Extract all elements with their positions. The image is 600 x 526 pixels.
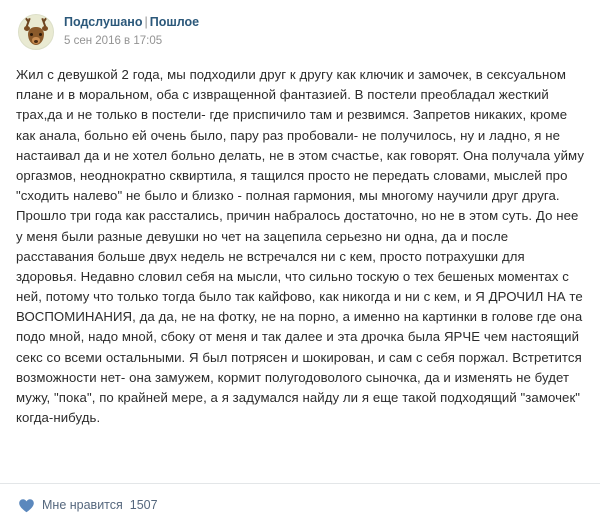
- post-body: [16, 65, 584, 428]
- post-header: [16, 14, 584, 50]
- avatar[interactable]: [18, 14, 54, 50]
- like-count: 1507: [129, 498, 158, 512]
- nose-icon: [34, 40, 38, 43]
- post-title-line: [64, 15, 199, 31]
- post-text: Жил с девушкой 2 года, мы подходили друг к другу как ключик и замочек, в сексуальном плане и в моральном, оба с извращенной фантазией. В постели преобладал жесткий трах,да и не только в постели- где приспичило там и резвимся. Запретов никаких, кроме как анала, больно ей очень было, пару раз пробовали- не получилось, ну и ладно, я не настаивал да и не хотел больно делать, не в этом счастье, как говорят. Она получала уйму оргазмов, неоднократно сквиртила, я тащился просто не передать словами, мыслей про "сходить налево" не было и близко - полная гармония, мы многому научили друг друга. Прошло три года как расстались, причин набралось достаточно, но не в этом суть. До нее у меня были разные девушки но чет на зацепила серьезно ни одна, да и после расставания больше двух недель не встречался ни с кем, просто потрахушки для здоровья. Недавно словил себя на мысли, что сильно тоскую о тех бешеных моментах с ней, потому что только тогда было так кайфово, как никогда и ни с кем, и Я ДРОЧИЛ НА те ВОСПОМИНАНИЯ, да да, не на фотку, не на порно, а именно на картинки в голове где она подо мной, надо мной, сбоку от меня и так далее и эта дрочка была ЯРЧЕ чем настоящий секс со всеми остальными. Я был потрясен и шокирован, и сам с себя поржал. Встретится возможности нет- она замужем, кормит полугодоволого сыночка, да и изменять не будет мужу, "пока", по крайней мере, а я задумался найду ли я еще такой подходящий "замочек" когда-нибудь.: [16, 67, 584, 426]
- title-separator: |: [144, 15, 148, 29]
- post-meta: [64, 14, 199, 48]
- post-date[interactable]: 5 сен 2016 в 17:05: [64, 34, 163, 47]
- community-name-link[interactable]: Подслушано: [64, 15, 143, 29]
- like-label: Мне нравится: [42, 498, 123, 512]
- eye-right-icon: [39, 33, 42, 36]
- eye-left-icon: [30, 33, 33, 36]
- like-button[interactable]: [18, 497, 158, 514]
- heart-icon[interactable]: [18, 497, 35, 514]
- post-footer: [0, 483, 600, 526]
- section-name-link[interactable]: Пошлое: [149, 15, 200, 29]
